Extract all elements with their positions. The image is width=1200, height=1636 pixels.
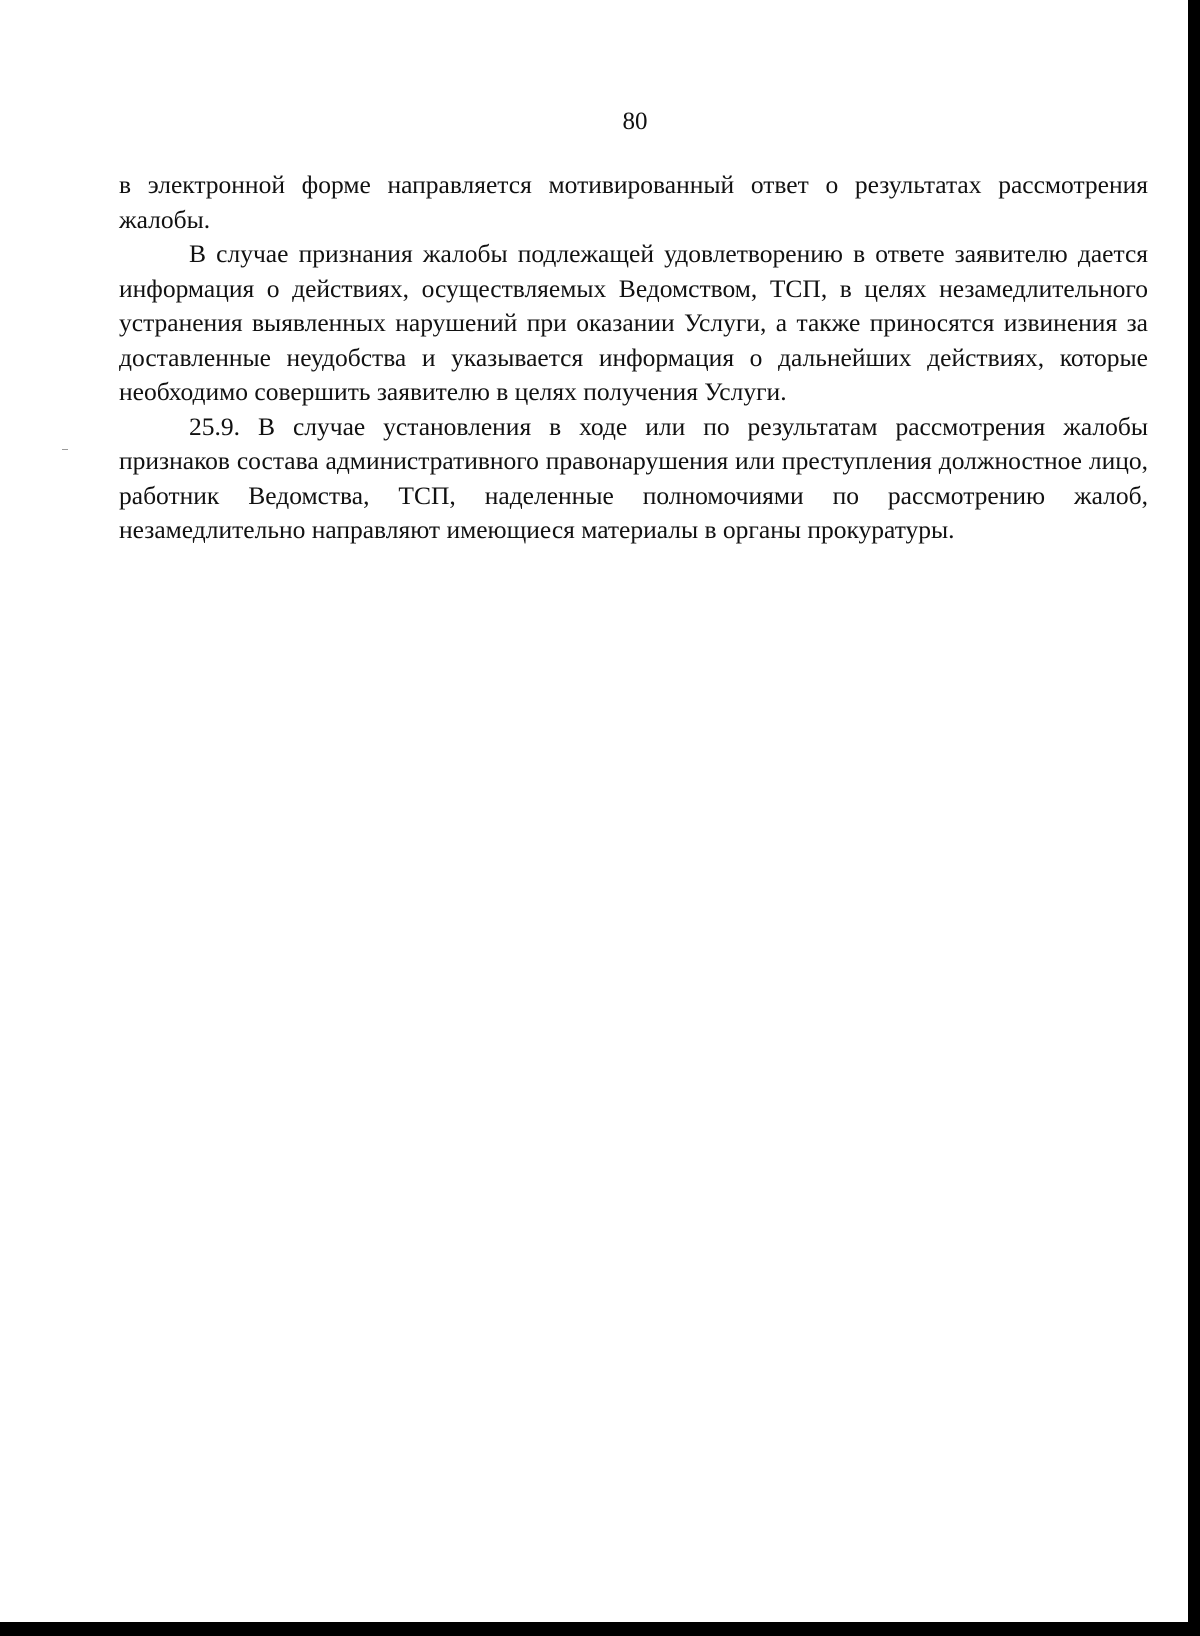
document-body <box>119 168 1148 548</box>
page-number: 80 <box>622 108 648 135</box>
paragraph-complaint-satisfied: В случае признания жалобы подлежащей удовлетворению в ответе заявителю дается информация о действиях, осуществляемых Ведомством, ТСП, в целях незамедлительного устранения выявленных нарушений при оказании Услуги, а также приносятся извинения за доставленные неудобства и указывается информация о дальнейших действиях, которые необходимо совершить заявителю в целях получения Услуги. <box>119 239 1148 406</box>
scan-border-right <box>1188 0 1200 1636</box>
scan-border-bottom <box>0 1622 1200 1636</box>
scan-artifact-mark <box>62 449 68 450</box>
paragraph-25-9: 25.9. В случае установления в ходе или по результатам рассмотрения жалобы признаков состава административного правонарушения или преступления должностное лицо, работник Ведомства, ТСП, наделенные полномочиями по рассмотрению жалоб, незамедлительно направляют имеющиеся материалы в органы прокуратуры. <box>119 411 1148 544</box>
paragraph-continuation: в электронной форме направляется мотивированный ответ о результатах рассмотрения жалобы. <box>119 170 1148 234</box>
